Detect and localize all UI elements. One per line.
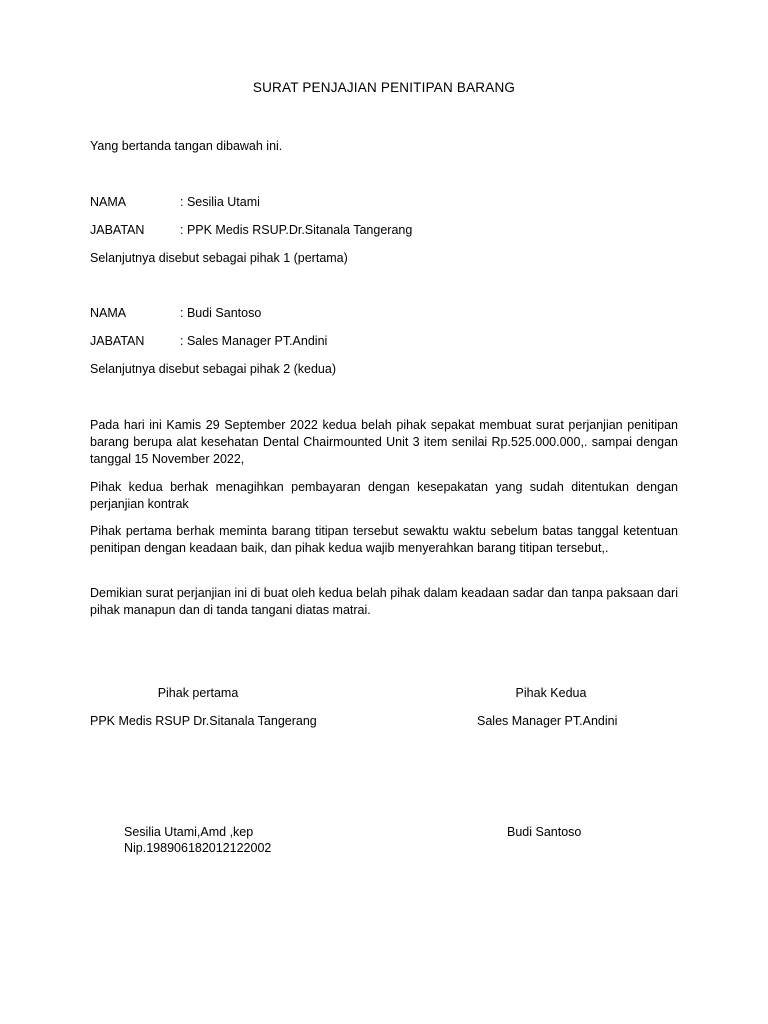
right-signature-name: Budi Santoso <box>507 825 582 839</box>
left-signature-name: Sesilia Utami,Amd ,kep <box>124 825 254 839</box>
left-signature-nip: Nip.198906182012122002 <box>124 841 272 855</box>
party2-nama-value: : Budi Santoso <box>180 306 262 320</box>
paragraph-retrieval: Pihak pertama berhak meminta barang titipan tersebut sewaktu waktu sebelum batas tanggal ketentuan penitipan dengan keadaan baik, dan pihak kedua wajib menyerahkan barang titipan tersebut,. <box>90 524 678 555</box>
right-signature-position: Sales Manager PT.Andini <box>477 714 618 728</box>
party2-nama-label: NAMA <box>90 306 127 320</box>
party2-jabatan-label: JABATAN <box>90 334 145 348</box>
party2-designation: Selanjutnya disebut sebagai pihak 2 (kedua) <box>90 362 337 376</box>
party1-jabatan-value: : PPK Medis RSUP.Dr.Sitanala Tangerang <box>180 223 413 237</box>
party1-nama-value: : Sesilia Utami <box>180 195 260 209</box>
paragraph-billing: Pihak kedua berhak menagihkan pembayaran dengan kesepakatan yang sudah ditentukan dengan perjanjian kontrak <box>90 480 678 511</box>
intro-text: Yang bertanda tangan dibawah ini. <box>90 139 283 153</box>
left-signature-heading: Pihak pertama <box>157 686 239 700</box>
left-signature-position: PPK Medis RSUP Dr.Sitanala Tangerang <box>90 714 317 728</box>
party1-nama-label: NAMA <box>90 195 127 209</box>
right-signature-heading: Pihak Kedua <box>515 686 587 700</box>
party1-jabatan-label: JABATAN <box>90 223 145 237</box>
paragraph-agreement: Pada hari ini Kamis 29 September 2022 kedua belah pihak sepakat membuat surat perjanjian penitipan barang berupa alat kesehatan Dental Chairmounted Unit 3 item senilai Rp.525.000.000,. sampai dengan tanggal 15 November 2022, <box>90 418 678 466</box>
document-title: SURAT PENJAJIAN PENITIPAN BARANG <box>252 80 516 95</box>
paragraph-closing: Demikian surat perjanjian ini di buat oleh kedua belah pihak dalam keadaan sadar dan tanpa paksaan dari pihak manapun dan di tanda tangani diatas matrai. <box>90 586 678 617</box>
party1-designation: Selanjutnya disebut sebagai pihak 1 (pertama) <box>90 251 348 265</box>
party2-jabatan-value: : Sales Manager PT.Andini <box>180 334 328 348</box>
